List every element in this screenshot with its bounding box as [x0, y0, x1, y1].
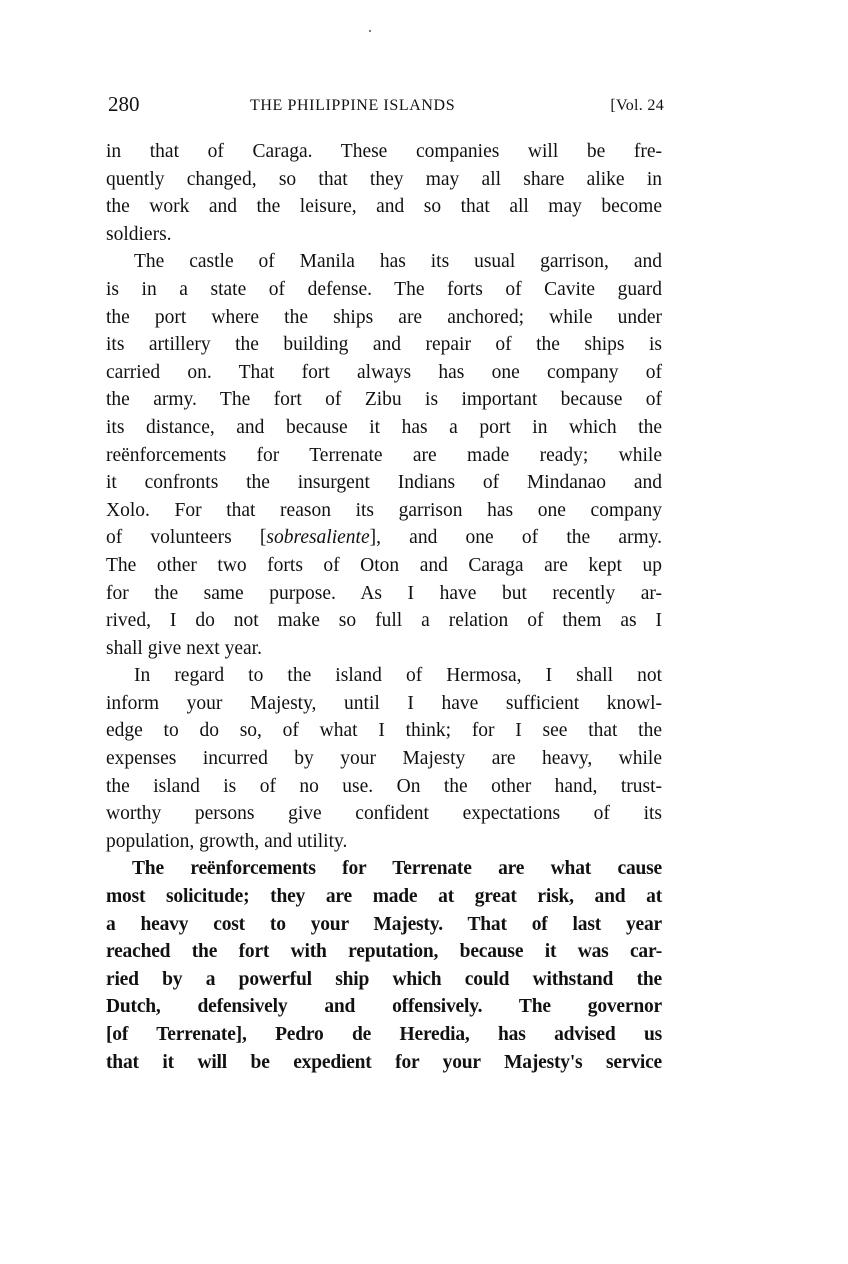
text-line: The reënforcements for Terrenate are what cause [132, 858, 662, 880]
volume-number: [Vol. 24 [610, 97, 664, 114]
text-line: [of Terrenate], Pedro de Heredia, has advised us [106, 1024, 662, 1045]
text-line: that it will be expedient for your Majesty's service [106, 1051, 662, 1073]
running-head [108, 92, 664, 122]
text-line: its artillery the building and repair of the ships is [106, 334, 662, 356]
text-line: it confronts the insurgent Indians of Mindanao and [106, 472, 662, 494]
text-line: the port where the ships are anchored; while under [106, 306, 662, 328]
paragraph [106, 138, 662, 248]
text-line: is in a state of defense. The forts of Cavite guard [106, 278, 662, 300]
text-line: worthy persons give confident expectations of its [106, 803, 662, 825]
text-line: reached the fort with reputation, because it was car- [106, 941, 662, 963]
text-line: carried on. That fort always has one company of [106, 361, 662, 383]
text-line: rived, I do not make so full a relation of them as I [106, 610, 662, 632]
text-line: for the same purpose. As I have but recently ar- [106, 582, 662, 604]
text-line: the work and the leisure, and so that all may become [106, 196, 662, 218]
paragraph [106, 248, 662, 662]
text-line: ried by a powerful ship which could withstand the [106, 968, 662, 990]
text-line: a heavy cost to your Majesty. That of last year [106, 913, 662, 935]
text-line: in that of Caraga. These companies will be fre- [106, 141, 662, 162]
paragraph [106, 855, 662, 1076]
text-segment: ], and one of the army. [369, 527, 663, 549]
text-line: edge to do so, of what I think; for I see that the [106, 720, 662, 742]
text-line: In regard to the island of Hermosa, I shall not [134, 665, 662, 687]
text-line: the island is of no use. On the other hand, trust- [106, 775, 662, 797]
text-line: shall give next year. [106, 637, 262, 659]
text-segment: of volunteers [ [106, 527, 267, 549]
page-number: 280 [108, 92, 140, 116]
running-title: THE PHILIPPINE ISLANDS [250, 97, 456, 114]
text-line: inform your Majesty, until I have sufficient knowl- [106, 692, 662, 714]
text-line: most solicitude; they are made at great risk, and at [106, 886, 662, 908]
text-line-with-italic [106, 524, 662, 552]
body-text [106, 138, 662, 1076]
text-line: The castle of Manila has its usual garrison, and [134, 251, 662, 273]
text-line: the army. The fort of Zibu is important because of [106, 389, 662, 411]
text-line: expenses incurred by your Majesty are heavy, while [106, 748, 662, 770]
text-line: soldiers. [106, 223, 172, 245]
text-line: population, growth, and utility. [106, 830, 348, 852]
text-line: Dutch, defensively and offensively. The governor [106, 996, 662, 1018]
text-line: its distance, and because it has a port in which the [106, 416, 662, 438]
text-line: reënforcements for Terrenate are made ready; while [106, 444, 662, 466]
paragraph [106, 662, 662, 855]
italic-term: sobresaliente [266, 527, 370, 549]
text-line: Xolo. For that reason its garrison has one company [106, 499, 662, 521]
text-line: The other two forts of Oton and Caraga are kept up [106, 554, 662, 576]
text-line: quently changed, so that they may all share alike in [106, 168, 662, 190]
scan-speck [369, 30, 371, 32]
